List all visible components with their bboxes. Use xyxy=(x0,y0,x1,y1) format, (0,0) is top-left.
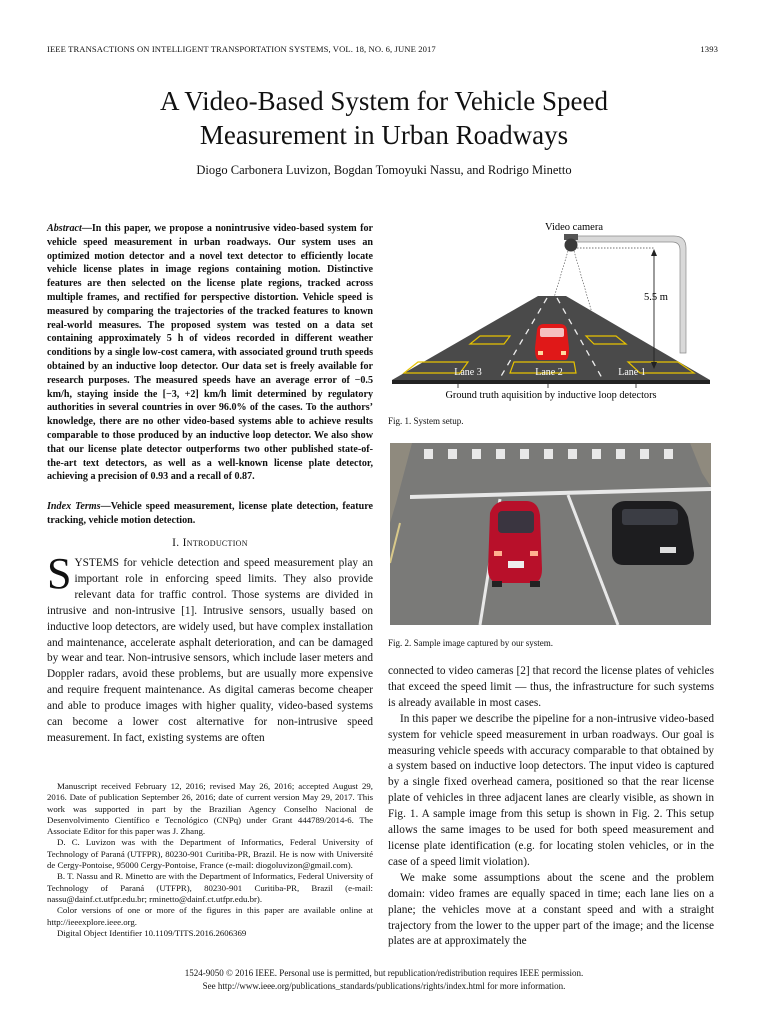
index-terms-label: Index Terms xyxy=(47,501,101,512)
intro-text: YSTEMS for vehicle detection and speed measurement play an important role in enforcing speed limits. They also provide relevant data for traffic control. Those systems are divided in intrusive and non-intrusive [1]. Intrusive sensors, usually based on inductive loop detectors, are widely used, but have complex installation and maintenance, accelerate asphalt deterioration, and can be damaged by wear and tear. Non-intrusive sensors, which include laser meters and Doppler radars, avoid these problems, but are usually more expensive and require frequent maintenance. As digital cameras become cheaper and able to produce images with higher quality, video-based systems can become a lower cost alternative for non-intrusive speed measurement. In fact, existing systems are often xyxy=(47,557,373,744)
drop-cap: S xyxy=(47,549,72,598)
intro-paragraph xyxy=(47,549,373,747)
footnote-doi: Digital Object Identifier 10.1109/TITS.2016.2606369 xyxy=(57,927,247,938)
road-edge xyxy=(392,380,710,384)
label-height: 5.5 m xyxy=(644,292,668,303)
title-line-1: A Video-Based System for Vehicle Speed xyxy=(159,86,609,116)
footer-line-2: See http://www.ieee.org/publications_standards/publications/rights/index.html for more information. xyxy=(202,980,566,991)
label-video-camera: Video camera xyxy=(545,222,603,233)
figure-2-caption: Fig. 2. Sample image captured by our system. xyxy=(388,638,553,648)
lane-1-label: Lane 1 xyxy=(618,367,646,378)
section-heading: I. Introduction xyxy=(172,537,248,549)
license-plate xyxy=(660,547,676,553)
abstract xyxy=(47,222,373,484)
red-car xyxy=(488,501,542,587)
footer-line-1: 1524-9050 © 2016 IEEE. Personal use is permitted, but republication/redistribution requires IEEE permission. xyxy=(184,968,584,978)
journal-name: IEEE TRANSACTIONS ON INTELLIGENT TRANSPORTATION SYSTEMS, VOL. 18, NO. 6, JUNE 2017 xyxy=(47,44,436,54)
lane-3-label: Lane 3 xyxy=(454,367,482,378)
footnote-luvizon: D. C. Luvizon was with the Department of Informatics, Federal University of Technology of Paraná (UTFPR), 80230-901 Curitiba-PR, Brazil. He is now with Université de Cergy-Pontoise, 95000 Cergy-Pontoise, France (e-mail: diogoluvizon@gmail.com). xyxy=(47,837,373,871)
footnotes xyxy=(47,781,373,939)
copyright-footer xyxy=(60,967,708,992)
figure-2-sample-image xyxy=(390,443,711,625)
right-column-text xyxy=(388,664,714,950)
license-plate xyxy=(508,561,524,568)
footnote-color: Color versions of one or more of the figures in this paper are available online at http://ieeexplore.ieee.org. xyxy=(47,905,373,927)
index-terms-text: —Vehicle speed measurement, license plate detection, feature tracking, vehicle motion detection. xyxy=(47,501,373,526)
paragraph-continued: connected to video cameras [2] that record the license plates of vehicles that exceed the speed limit — thus, the infrastructure for such systems is already available in most cases. xyxy=(388,665,714,709)
car-icon xyxy=(535,324,569,360)
title-line-2: Measurement in Urban Roadways xyxy=(199,120,569,150)
abstract-text: —In this paper, we propose a nonintrusive video-based system for vehicle speed measurement in urban roadways. Our system uses an optimized motion detector and a novel text detector to efficiently locate vehicle license plates in image regions containing motion. Distinctive features are then selected on the license plate regions, tracked across multiple frames, and rectified for perspective distortion. Vehicle speed is measured by comparing the trajectories of the tracked features to known real-world measures. The proposed system was tested on a data set containing approximately 5 h of videos recorded in different weather conditions by a single low-cost camera, with associated ground truth speeds obtained by an inductive loop detector. Our data set is freely available for research purposes. The measured speeds have an average error of −0.5 km/h, staying inside the [−3, +2] km/h limit determined by regulatory authorities in several countries in over 96.0% of the cases. To the authors’ knowledge, there are no other video-based systems able to achieve results comparable to those produced by an inductive loop detector. We also show that our license plate detector outperforms two other published state-of-the-art text detectors, as well as a well-known license plate detector, achieving a precision of 0.93 and a recall of 0.87. xyxy=(47,223,373,483)
paper-title xyxy=(60,84,708,152)
black-car xyxy=(612,501,694,565)
author-list: Diogo Carbonera Luvizon, Bogdan Tomoyuki Nassu, and Rodrigo Minetto xyxy=(196,163,572,177)
page-number: 1393 xyxy=(700,44,718,54)
ground-truth-label: Ground truth aquisition by inductive loop detectors xyxy=(445,390,657,401)
footnote-manuscript: Manuscript received February 12, 2016; revised May 26, 2016; accepted August 29, 2016. Date of publication September 26, 2016; date of current version May 29, 2017. This work was supported in part by the Brazilian Agency Conselho Nacional de Desenvolvimento Científico e Tecnológico (CNPq) under Grant 444789/2014-6. The Associate Editor for this paper was J. Zhang. xyxy=(47,781,373,837)
footnote-nassu-minetto: B. T. Nassu and R. Minetto are with the Department of Informatics, Federal University of Technology of Paraná (UTFPR), 80230-901 Curitiba-PR, Brazil (e-mail: nassu@dainf.ct.utfpr.edu.br; rminetto@dainf.ct.utfpr.edu.br). xyxy=(47,871,373,904)
paragraph-pipeline: In this paper we describe the pipeline for a non-intrusive video-based system for vehicle speed measurement in urban roadways. Our goal is measuring vehicle speeds with accuracy comparable to that obtained by a system based on inductive loop detectors. The input video is captured by a single fixed overhead camera, positioned so that the rear license plate of vehicles in three adjacent lanes are clearly visible, as shown in Fig. 1. A sample image from this setup is shown in Fig. 2. This setup allows the same images to be used for both speed measurement and license plate identification (e.g. for locating stolen vehicles, or in the case of a speed limit violation). xyxy=(388,712,714,868)
figure-1-caption: Fig. 1. System setup. xyxy=(388,416,464,426)
video-camera-icon xyxy=(565,239,578,252)
figure-1-system-setup xyxy=(388,218,714,403)
lane-2-label: Lane 2 xyxy=(535,367,563,378)
abstract-label: Abstract xyxy=(47,223,82,234)
arrow-head-up xyxy=(651,249,657,256)
paragraph-assumptions: We make some assumptions about the scene and the problem domain: video frames are equally spaced in time; each lane lies on a plane; the vehicles move at a constant speed and with a straight trajectory from the lower to the upper part of the image; and the license plates are at approximately the xyxy=(388,871,714,948)
index-terms xyxy=(47,500,373,528)
running-header xyxy=(47,44,718,54)
